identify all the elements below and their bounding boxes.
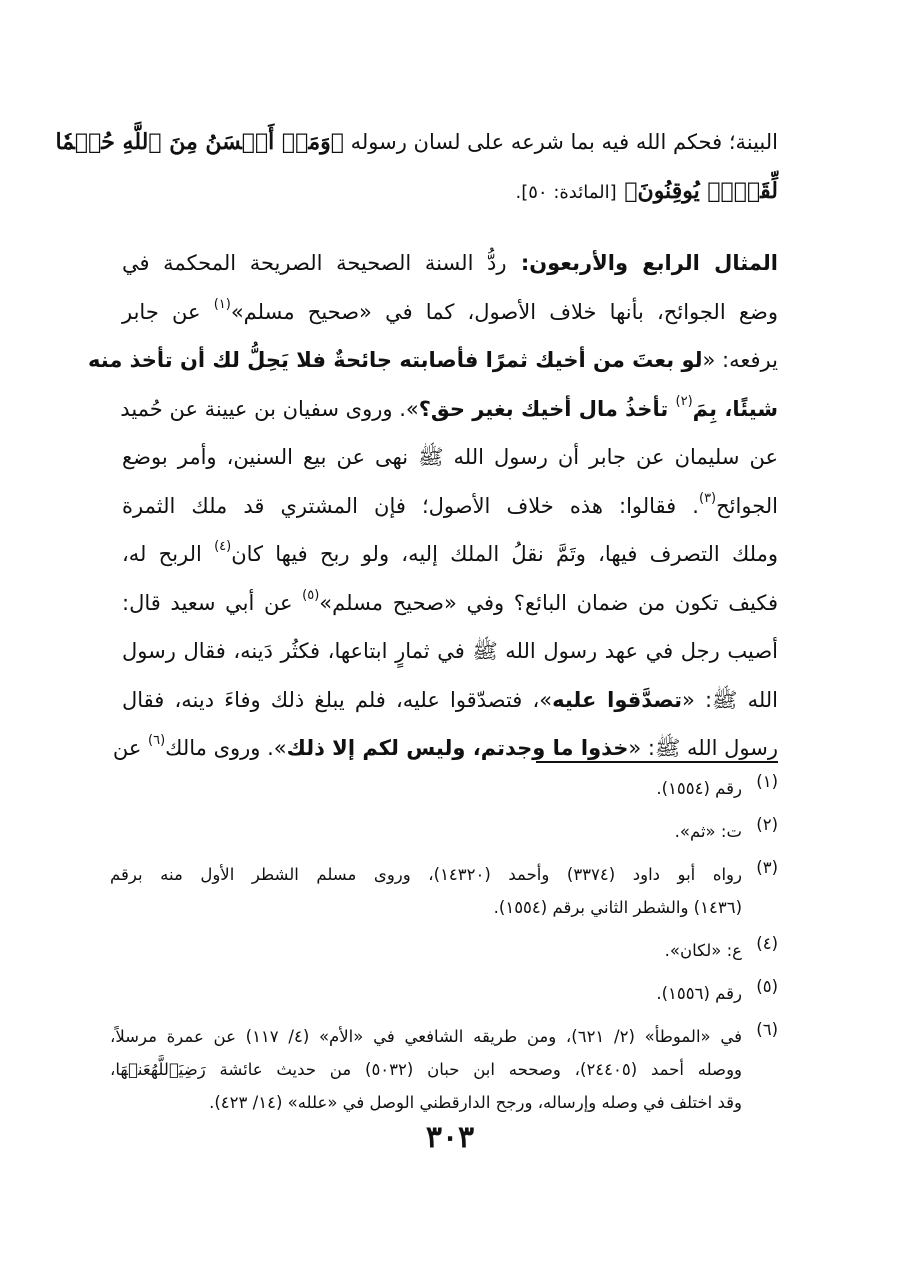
- footnote-line: رقم (١٥٥٤).: [656, 779, 742, 798]
- text-segment: الله ﷺ: «: [681, 687, 779, 712]
- footnote: [110, 1020, 778, 1119]
- footnote-number: (٦): [756, 1020, 778, 1039]
- text-line: [122, 579, 778, 628]
- footnote: [110, 815, 778, 848]
- text-segment: ». وروى مالك: [165, 736, 287, 760]
- footnote-line: رقم (١٥٥٦).: [656, 984, 742, 1003]
- emphasized-text: خذوا ما وجدتم، وليس لكم إلا ذلك: [286, 736, 629, 760]
- text-segment: عن جابر: [122, 299, 214, 324]
- quran-verse: لِّقَوۡمٖ يُوقِنُونَ﴾: [616, 177, 778, 204]
- footnote-line: رواه أبو داود (٣٣٧٤) وأحمد (١٤٣٢٠)، وروى مسلم الشطر الأول منه برقم: [110, 865, 742, 884]
- text-segment: . فقالوا: هذه خلاف الأصول؛ فإن المشتري قد ملك الثمرة: [122, 493, 699, 518]
- footnote-number: (١): [756, 772, 778, 791]
- footnote: [110, 934, 778, 967]
- footnote-number: (٣): [756, 858, 778, 877]
- footnote-reference: (٤): [214, 539, 232, 554]
- footnote-number: (٢): [756, 815, 778, 834]
- text-line: [122, 676, 778, 725]
- main-text: [55, 118, 779, 773]
- footnote-line: ع: «لكان».: [664, 941, 742, 960]
- text-segment: عن: [112, 736, 149, 760]
- footnote-line: ووصله أحمد (٢٤٤٠٥)، وصححه ابن حبان (٥٠٣٢) من حديث عائشة رَضِيَٱللَّهُعَنۡهَا،: [110, 1060, 743, 1079]
- text-segment: رسول الله ﷺ: «: [628, 736, 778, 760]
- text-line: [122, 482, 778, 531]
- text-segment: عن سليمان عن جابر أن رسول الله ﷺ نهى عن بيع السنين، وأمر بوضع: [122, 445, 778, 469]
- text-segment: عن أبي سعيد قال:: [122, 590, 303, 615]
- text-segment: وضع الجوائح، بأنها خلاف الأصول، كما في «صحيح مسلم»: [230, 299, 778, 324]
- footnote-line: في «الموطأ» (٢/ ٦٢١)، ومن طريقه الشافعي في «الأم» (٤/ ١١٧) عن عمرة مرسلاً،: [110, 1027, 742, 1046]
- text-segment: أصيب رجل في عهد رسول الله ﷺ في ثمارٍ ابتاعها، فكثُر دَينه، فقال رسول: [122, 639, 778, 663]
- footnote-line: وقد اختلف في وصله وإرساله، ورجح الدارقطني الوصل في «علله» (١٤/ ٤٢٣).: [209, 1093, 742, 1112]
- footnote-reference: (٦): [148, 733, 166, 748]
- text-line: [122, 239, 778, 288]
- text-line: [112, 724, 778, 773]
- footnote: [110, 772, 778, 805]
- emphasized-text: المثال الرابع والأربعون:: [506, 251, 778, 275]
- footnote-number: (٥): [756, 977, 778, 996]
- footnote-reference: (٥): [302, 587, 320, 603]
- emphasized-text: تأخذُ مال أخيك بغير حق؟: [418, 396, 676, 421]
- footnote-reference: (١): [213, 296, 231, 312]
- footnote-reference: (٣): [698, 490, 717, 506]
- text-segment: »، فتصدّقوا عليه، فلم يبلغ ذلك وفاءَ دينه، فقال: [122, 687, 553, 712]
- text-segment: وملك التصرف فيها، وتَمَّ نقلُ الملك إليه، ولو ربح فيها كان: [231, 542, 778, 566]
- quran-verse: ﴿وَمَنۡ أَحۡسَنُ مِنَ ٱللَّهِ حُكۡمٗا: [55, 129, 344, 155]
- page-number: ٣٠٣: [425, 1120, 475, 1155]
- footnote-line: (١٤٣٦) والشطر الثاني برقم (١٥٥٤).: [493, 898, 742, 917]
- text-line: [122, 385, 778, 434]
- text-segment: ردُّ السنة الصحيحة الصريحة المحكمة في: [122, 251, 507, 275]
- text-line: [88, 336, 778, 385]
- text-line: [122, 167, 778, 216]
- text-segment: فكيف تكون من ضمان البائع؟ وفي «صحيح مسلم»: [319, 590, 778, 615]
- text-line: [55, 118, 778, 167]
- text-segment: يرفعه: «: [702, 348, 778, 372]
- text-line: [122, 530, 778, 579]
- footnote: [110, 977, 778, 1010]
- emphasized-text: تصدَّقوا عليه: [552, 687, 682, 712]
- footnote-reference: (٢): [675, 393, 693, 409]
- footnote: [110, 858, 778, 924]
- text-line: [122, 433, 778, 482]
- text-segment: ». وروى سفيان بن عيينة عن حُميد: [120, 396, 419, 421]
- footnote-number: (٤): [756, 934, 778, 953]
- verse-reference: [المائدة: ٥٠].: [515, 181, 617, 203]
- footnote-line: ت: «ثم».: [674, 822, 742, 841]
- footnotes: [110, 772, 778, 1129]
- text-line: [122, 627, 778, 676]
- text-segment: البينة؛ فحكم الله فيه بما شرعه على لسان رسوله: [343, 130, 778, 154]
- text-segment: الربح له،: [122, 542, 215, 566]
- footnote-divider: [536, 761, 778, 763]
- emphasized-text: شيئًا، بِمَ: [692, 396, 778, 421]
- text-line: [122, 288, 778, 337]
- text-segment: الجوائح: [716, 493, 778, 518]
- emphasized-text: لو بعتَ من أخيك ثمرًا فأصابته جائحةٌ فلا يَحِلُّ لك أن تأخذ منه: [88, 348, 703, 372]
